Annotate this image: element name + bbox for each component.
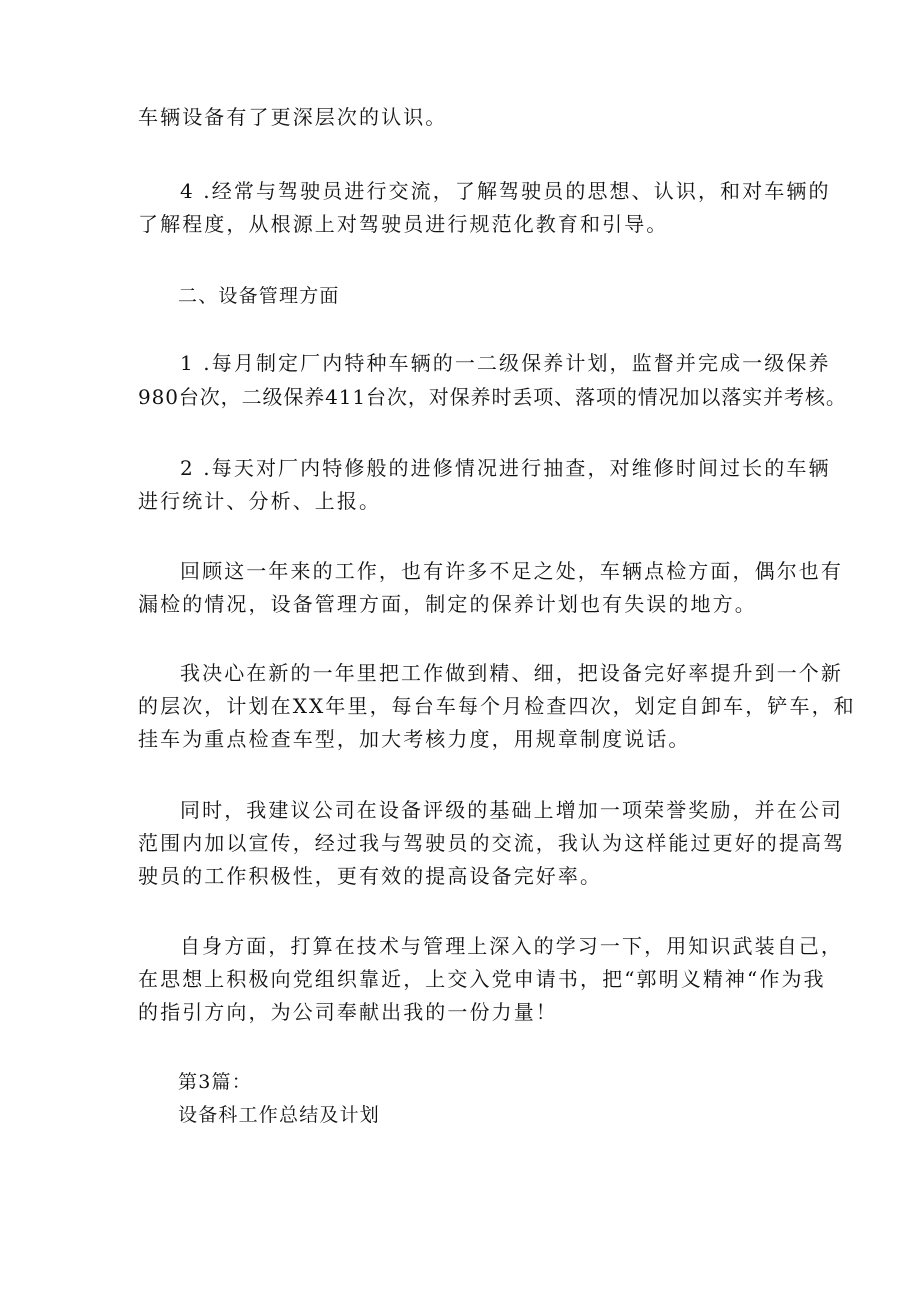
article-3-title: 设备科工作总结及计划: [178, 1104, 381, 1126]
text-line: 在思想上积极向党组织靠近，上交入党申请书，把“郭明义精神“作为我: [138, 967, 826, 991]
text-line: 2 .每天对厂内特修般的进修情况进行抽查，对维修时间过长的车辆: [180, 456, 831, 480]
text-line: 了解程度，从根源上对驾驶员进行规范化教育和引导。: [138, 212, 669, 236]
text-line: 我决心在新的一年里把工作做到精、细，把设备完好率提升到一个新: [180, 661, 843, 685]
text-line: 同时，我建议公司在设备评级的基础上增加一项荣誉奖励，并在公司: [180, 798, 843, 822]
text-line: 驶员的工作积极性，更有效的提高设备完好率。: [138, 864, 603, 888]
text-line: 范围内加以宣传，经过我与驾驶员的交流，我认为这样能过更好的提高驾: [138, 831, 846, 855]
text-line: 1 .每月制定厂内特种车辆的一二级保养计划，监督并完成一级保养: [180, 351, 831, 375]
text-line: 自身方面，打算在技术与管理上深入的学习一下，用知识武装自己，: [180, 934, 843, 958]
article-3-label: 第3篇：: [178, 1071, 252, 1093]
text-line: 4 .经常与驾驶员进行交流，了解驾驶员的思想、认识，和对车辆的: [180, 179, 831, 203]
text-line: 980台次，二级保养411台次，对保养时丢项、落项的情况加以落实并考核。: [138, 385, 847, 409]
section-heading-equipment-management: 二、设备管理方面: [178, 285, 340, 307]
text-line: 挂车为重点检查车型，加大考核力度，用规章制度说话。: [138, 727, 691, 751]
text-line: 车辆设备有了更深层次的认识。: [138, 105, 448, 129]
text-line: 回顾这一年来的工作，也有许多不足之处，车辆点检方面，偶尔也有: [180, 559, 843, 583]
text-line: 进行统计、分析、上报。: [138, 489, 382, 513]
text-line: 的指引方向，为公司奉献出我的一份力量！: [138, 1000, 558, 1024]
text-line: 的层次，计划在XX年里，每台车每个月检查四次，划定自卸车，铲车，和: [138, 694, 856, 718]
text-line: 漏检的情况，设备管理方面，制定的保养计划也有失误的地方。: [138, 592, 757, 616]
